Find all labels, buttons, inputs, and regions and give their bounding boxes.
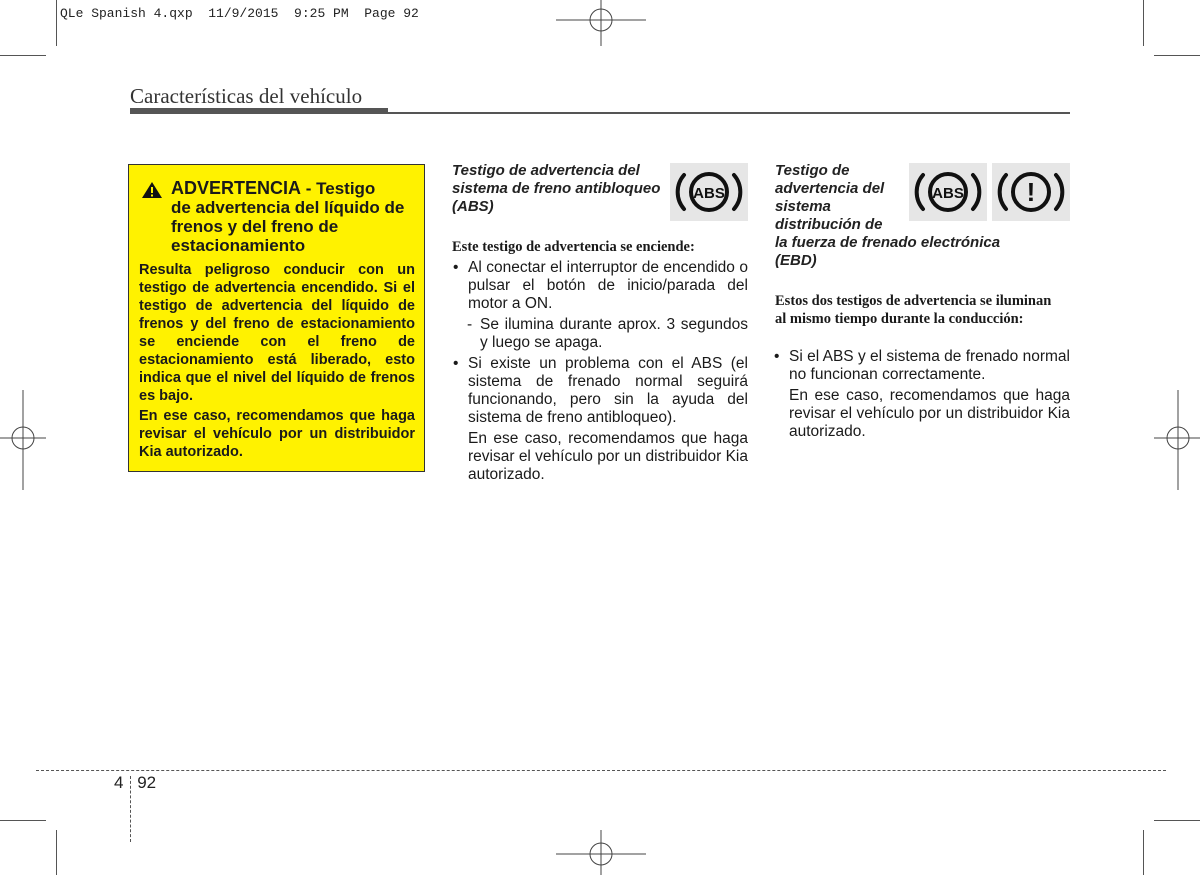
registration-mark-bottom [556,830,646,875]
registration-mark-top [556,0,646,46]
ebd-heading-line-1: Testigo de [775,162,850,179]
abs-bullet-1 [452,259,748,313]
abs-content [452,259,748,484]
ebd-abs-icon-label: ABS [932,185,964,202]
abs-heading: Testigo de advertencia del sistema de freno antibloqueo (ABS) [452,162,661,215]
abs-icon-label: ABS [693,185,725,202]
abs-dash-1-text: Se ilumina durante aprox. 3 segundos y luego se apaga. [480,316,748,351]
footer-rule [36,770,1166,771]
page-number-value: 92 [137,773,157,792]
crop-mark [1143,0,1144,46]
page-number [114,773,156,793]
crop-mark [1143,830,1144,875]
warning-title-first: Testigo [316,179,376,198]
crop-mark [1154,820,1200,821]
bullet-marker: • [453,259,459,276]
abs-bullet-1-text: Al conectar el interruptor de encendido o pulsar el botón de inicio/parada del motor a ON. [468,259,748,312]
chapter-number: 4 [114,773,124,792]
bullet-marker: • [453,355,459,372]
abs-note: En ese caso, recomendamos que haga revisar el vehículo por un distribuidor Kia autorizado. [468,430,748,483]
warning-body [139,261,415,463]
abs-warning-icon [909,163,987,221]
abs-icon-box [670,163,748,221]
abs-bullet-2 [452,355,748,427]
crop-mark [0,820,46,821]
crop-mark [56,830,57,875]
ebd-heading-line-6: (EBD) [775,252,817,269]
abs-subheading: Este testigo de advertencia se enciende: [452,239,695,255]
abs-dash-1 [452,316,748,352]
ebd-heading-line-3: sistema [775,198,831,215]
brake-icon-label: ! [1026,177,1036,207]
ebd-bullet-1 [773,348,1070,384]
ebd-heading-line-2: advertencia del [775,180,885,197]
warning-paragraph-2: En ese caso, recomendamos que haga revisar el vehículo por un distribuidor Kia autorizado. [139,408,415,460]
brake-warning-icon [992,163,1070,221]
header-rule-thin [388,112,1070,114]
warning-label: ADVERTENCIA [171,178,302,198]
dash-marker: - [467,316,473,333]
crop-mark [56,0,57,46]
ebd-note: En ese caso, recomendamos que haga revisar el vehículo por un distribuidor Kia autorizado. [789,387,1070,440]
registration-mark-right [1154,390,1200,490]
brake-icon-box [992,163,1070,221]
warning-title-rest: de advertencia del líquido de frenos y del freno de estacionamiento [171,198,405,255]
warning-separator: - [301,179,317,198]
ebd-bullet-1-text: Si el ABS y el sistema de frenado normal no funcionan correctamente. [789,348,1070,383]
ebd-heading-line-4: distribución de [775,216,883,233]
header-rule-thick [130,108,388,114]
bullet-marker: • [774,348,780,365]
abs-bullet-2-text: Si existe un problema con el ABS (el sistema de frenado normal seguirá funcionando, pero sin la ayuda del sistema de freno antibloqueo). [468,355,748,426]
registration-mark-left [0,390,46,490]
section-title: Características del vehículo [130,84,363,108]
print-slug: QLe Spanish 4.qxp 11/9/2015 9:25 PM Page 92 [60,6,419,21]
abs-warning-icon [670,163,748,221]
warning-paragraph-1: Resulta peligroso conducir con un testigo de advertencia encendido. Si el testigo de advertencia del líquido de frenos y del freno de estacionamiento se enciende con el freno de estacionamiento está liberado, esto indica que el nivel del líquido de frenos es bajo. [139,262,415,404]
warning-title [141,179,411,255]
ebd-heading-line-5: la fuerza de frenado electrónica [775,234,1001,251]
ebd-subheading: Estos dos testigos de advertencia se iluminan al mismo tiempo durante la conducción: [775,293,1052,327]
warning-box [128,164,425,472]
ebd-content [773,348,1070,441]
ebd-abs-icon-box [909,163,987,221]
crop-mark [0,55,46,56]
crop-mark [1154,55,1200,56]
